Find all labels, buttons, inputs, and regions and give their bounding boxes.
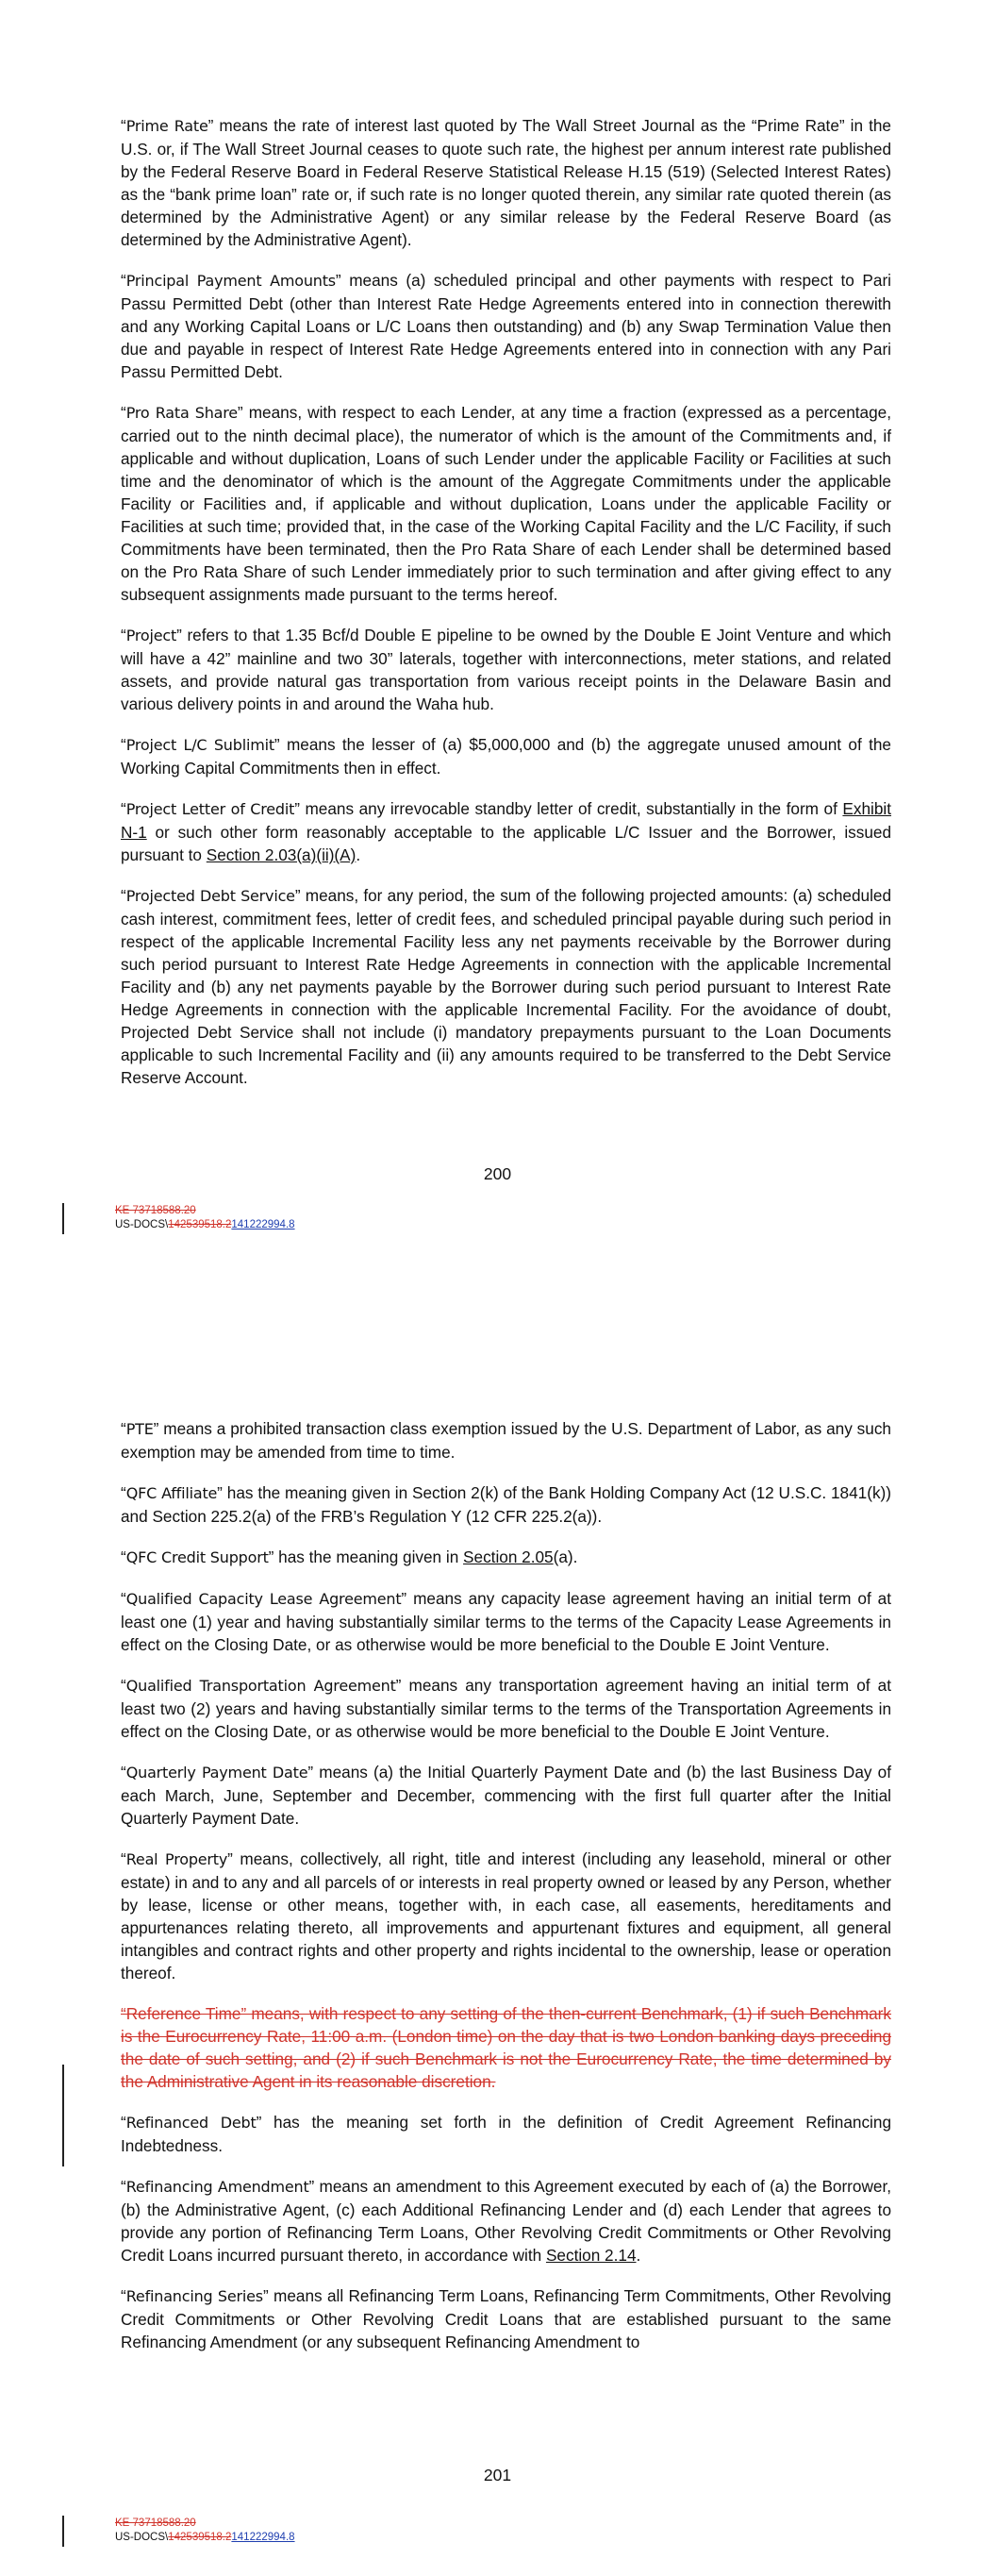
definition-text: has the meaning given in Section 2(k) of the Bank Holding Company Act (12 U.S.C. 1841(k)) and Section 225.2(a) of the FRB’s Regulation Y (12 CFR 225.2(a)). <box>121 1483 892 1526</box>
defined-term: Project Letter of Credit <box>125 800 295 818</box>
footer-deleted-id: KE 73718588.20 <box>115 1205 196 1216</box>
defined-term: Qualified Transportation Agreement <box>125 1677 396 1695</box>
definition-refinanced-debt: “Refinanced Debt” has the meaning set forth in the definition of Credit Agreement Refinancing Indebtedness. <box>121 2113 891 2155</box>
definition-qfc-credit-support: “QFC Credit Support” has the meaning given in Section 2.05(a). <box>121 1547 578 1566</box>
footer-docs-id <box>115 2531 295 2545</box>
page-201-body <box>121 1417 891 2353</box>
footer-docs-prefix: US-DOCS\ <box>115 2532 169 2543</box>
definition-text: means, with respect to each Lender, at any time a fraction (expressed as a percentage, carried out to the ninth decimal place), the numerator of which is the amount of the Commitments and, if applicable and without duplication, Loans of such Lender under the applicable Facility or Facilities at such time and the denominator of which is the amount of the Aggregate Commitments under the applicable Facility or Facilities and, if applicable and without duplication, Loans under the applicable Facility or Facilities at such time; provided that, in the case of the Working Capital Facility and the L/C Facility, if such Commitments have been terminated, then the Pro Rata Share of each Lender shall be determined based on the Pro Rata Share of such Lender immediately prior to such termination and after giving effect to any subsequent assignments made pursuant to the terms hereof. <box>121 403 891 604</box>
footer-docs-deleted: 142539518.2 <box>168 2532 232 2543</box>
section-link[interactable]: Section 2.05 <box>463 1547 554 1566</box>
page-200-body <box>121 114 891 1107</box>
definition-real-property: “Real Property” means, collectively, all right, title and interest (including any leasehold, mineral or other estate) in and to any and all parcels of or interests in real property owned or leased by any Person, whether by lease, license or other means, together with, in each case, all easements, hereditaments and appurtenances relating thereto, all improvements and appurtenant fixtures and equipment, all general intangibles and contract rights and other property and rights incidental to the ownership, lease or operation thereof. <box>121 1849 892 1982</box>
footer-deleted-id: KE 73718588.20 <box>115 2517 196 2529</box>
defined-term: Prime Rate <box>125 117 208 135</box>
section-link[interactable]: Section 2.03(a)(ii)(A) <box>206 845 357 864</box>
definition-refinancing-series: “Refinancing Series” means all Refinancing Term Loans, Refinancing Term Commitments, Other Revolving Credit Commitments or Other Revolving Credit Loans that are established pursuant to the same Refinancing Amendment (or any subsequent Refinancing Amendment to <box>121 2286 891 2351</box>
definition-text: means any capacity lease agreement having an initial term of at least one (1) year and having substantially similar terms to the terms of the Capacity Lease Agreements in effect on the Closing Date, or as otherwise would be more beneficial to the Double E Joint Venture. <box>121 1589 891 1654</box>
definition-principal-payment-amounts: “Principal Payment Amounts” means (a) scheduled principal and other payments with respect to Pari Passu Permitted Debt (other than Interest Rate Hedge Agreements entered into in connection therewith and any Working Capital Loans or L/C Loans then outstanding) and (b) any Swap Termination Value then due and payable in respect of Interest Rate Hedge Agreements entered into in connection with any Pari Passu Permitted Debt. <box>121 271 891 381</box>
footer-docs-inserted: 141222994.8 <box>231 1219 295 1230</box>
document-footer <box>115 2517 295 2545</box>
defined-term: Refinancing Series <box>125 2287 263 2305</box>
definition-pro-rata-share: “Pro Rata Share” means, with respect to each Lender, at any time a fraction (expressed as a percentage, carried out to the ninth decimal place), the numerator of which is the amount of the Commitments and, if applicable and without duplication, Loans of such Lender under the applicable Facility or Facilities at such time and the denominator of which is the amount of the Aggregate Commitments under the applicable Facility or Facilities and, if applicable and without duplication, Loans under the applicable Facility or Facilities at such time; provided that, in the case of the Working Capital Facility and the L/C Facility, if such Commitments have been terminated, then the Pro Rata Share of each Lender shall be determined based on the Pro Rata Share of such Lender immediately prior to such termination and after giving effect to any subsequent assignments made pursuant to the terms hereof. <box>121 403 891 604</box>
definition-text: . <box>636 2246 641 2265</box>
definition-text: has the meaning given in <box>274 1547 464 1566</box>
change-bar <box>62 1203 64 1234</box>
defined-term: Qualified Capacity Lease Agreement <box>125 1590 402 1608</box>
page-number: 200 <box>483 1164 512 1183</box>
definition-quarterly-payment-date: “Quarterly Payment Date” means (a) the Initial Quarterly Payment Date and (b) the last Business Day of each March, June, September and December, commencing with the first full quarter after the Initial Quarterly Payment Date. <box>121 1763 891 1828</box>
footer-docs-inserted: 141222994.8 <box>231 2532 295 2543</box>
definition-project: “Project” refers to that 1.35 Bcf/d Double E pipeline to be owned by the Double E Joint Venture and which will have a 42” mainline and two 30” laterals, together with interconnections, meter stations, and related assets, and provide natural gas transportation from various receipt points in the Delaware Basin and various delivery points in and around the Waha hub. <box>121 626 891 713</box>
defined-term: Real Property <box>125 1850 228 1868</box>
defined-term: Quarterly Payment Date <box>125 1764 308 1781</box>
footer-docs-id <box>115 1218 295 1232</box>
footer-docs-prefix: US-DOCS\ <box>115 1219 169 1230</box>
definition-text: means, for any period, the sum of the following projected amounts: (a) scheduled cash interest, commitment fees, letter of credit fees, and scheduled principal payable during such period in respect of the applicable Incremental Facility less any net payments receivable by the Borrower during such period pursuant to Interest Rate Hedge Agreements in connection with the applicable Incremental Facility and (b) any net payments payable by the Borrower during such period pursuant to Interest Rate Hedge Agreements in connection with the applicable Incremental Facility. For the avoidance of doubt, Projected Debt Service shall not include (i) mandatory prepayments pursuant to the Loan Documents applicable to such Incremental Facility and (ii) any amounts required to be transferred to the Debt Service Reserve Account. <box>121 886 892 1087</box>
defined-term: Refinancing Amendment <box>125 2178 309 2196</box>
definition-text: means a prohibited transaction class exemption issued by the U.S. Department of Labor, as any such exemption may be amended from time to time. <box>121 1419 891 1462</box>
definition-pte: “PTE” means a prohibited transaction class exemption issued by the U.S. Department of Labor, as any such exemption may be amended from time to time. <box>121 1419 891 1462</box>
defined-term: Refinanced Debt <box>125 2114 257 2132</box>
definition-qfc-affiliate: “QFC Affiliate” has the meaning given in Section 2(k) of the Bank Holding Company Act (12 U.S.C. 1841(k)) and Section 225.2(a) of the FRB’s Regulation Y (12 CFR 225.2(a)). <box>121 1483 892 1526</box>
definition-text: means any transportation agreement having an initial term of at least two (2) years and having substantially similar terms to the terms of the Transportation Agreements in effect on the Closing Date, or as otherwise would be more beneficial to the Double E Joint Venture. <box>121 1676 891 1741</box>
defined-term: Projected Debt Service <box>125 887 295 905</box>
definition-text: means the lesser of (a) $5,000,000 and (b) the aggregate unused amount of the Working Capital Commitments then in effect. <box>121 735 891 778</box>
change-bar <box>62 2065 64 2166</box>
page-201 <box>0 1312 995 2576</box>
page-number: 201 <box>483 2466 512 2484</box>
definition-text: means an amendment to this Agreement executed by each of (a) the Borrower, (b) the Administrative Agent, (c) each Additional Refinancing Lender and (d) each Lender that agrees to provide any portion of Refinancing Term Loans, Other Revolving Credit Commitments or Other Revolving Credit Loans incurred pursuant thereto, in accordance with <box>121 2177 891 2265</box>
definition-text: refers to that 1.35 Bcf/d Double E pipeline to be owned by the Double E Joint Venture and which will have a 42” mainline and two 30” laterals, together with interconnections, meter stations, and related assets, and provide natural gas transportation from various receipt points in the Delaware Basin and various delivery points in and around the Waha hub. <box>121 626 891 713</box>
section-link[interactable]: Section 2.14 <box>545 2246 637 2265</box>
footer-docs-deleted: 142539518.2 <box>168 1219 232 1230</box>
definition-prime-rate: “Prime Rate” means the rate of interest last quoted by The Wall Street Journal as the “Prime Rate” in the U.S. or, if The Wall Street Journal ceases to quote such rate, the highest per annum interest rate published by the Federal Reserve Board in Federal Reserve Statistical Release H.15 (519) (Selected Interest Rates) as the “bank prime loan” rate or, if such rate is no longer quoted therein, any similar rate quoted therein (as determined by the Administrative Agent) or any similar release by the Federal Reserve Board (as determined by the Administrative Agent). <box>121 116 891 249</box>
deleted-definition-reference-time: “Reference Time” means, with respect to any setting of the then-current Benchmark, (1) if such Benchmark is the Eurocurrency Rate, 11:00 a.m. (London time) on the day that is two London banking days preceding the date of such setting, and (2) if such Benchmark is not the Eurocurrency Rate, the time determined by the Administrative Agent in its reasonable discretion. <box>121 2004 891 2091</box>
definition-refinancing-amendment: “Refinancing Amendment” means an amendment to this Agreement executed by each of (a) the Borrower, (b) the Administrative Agent, (c) each Additional Refinancing Lender and (d) each Lender that agrees to provide any portion of Refinancing Term Loans, Other Revolving Credit Commitments or Other Revolving Credit Loans incurred pursuant thereto, in accordance with Section 2.14. <box>121 2177 891 2265</box>
definition-text: means any irrevocable standby letter of credit, substantially in the form of <box>299 799 843 818</box>
definition-qualified-transportation-agreement: “Qualified Transportation Agreement” means any transportation agreement having an initial term of at least two (2) years and having substantially similar terms to the terms of the Transportation Agreements in effect on the Closing Date, or as otherwise would be more beneficial to the Double E Joint Venture. <box>121 1676 891 1741</box>
defined-term: Project L/C Sublimit <box>125 736 274 754</box>
defined-term: Pro Rata Share <box>125 404 238 422</box>
defined-term: QFC Affiliate <box>125 1484 218 1502</box>
exhibit-link[interactable]: Exhibit N-1 <box>121 799 892 842</box>
document-footer <box>115 1204 295 1232</box>
definition-text: means the rate of interest last quoted by The Wall Street Journal as the “Prime Rate” in the U.S. or, if The Wall Street Journal ceases to quote such rate, the highest per annum interest rate published by the Federal Reserve Board in Federal Reserve Statistical Release H.15 (519) (Selected Interest Rates) as the “bank prime loan” rate or, if such rate is no longer quoted therein, any similar rate quoted therein (as determined by the Administrative Agent) or any similar release by the Federal Reserve Board (as determined by the Administrative Agent). <box>121 116 891 249</box>
definition-text: means all Refinancing Term Loans, Refinancing Term Commitments, Other Revolving Credit Commitments or Other Revolving Credit Loans that are established pursuant to the same Refinancing Amendment (or any subsequent Refinancing Amendment to <box>121 2286 891 2351</box>
definition-project-letter-of-credit: “Project Letter of Credit” means any irrevocable standby letter of credit, substantially in the form of Exhibit N-1 or such other form reasonably acceptable to the applicable L/C Issuer and the Borrower, issued pursuant to Section 2.03(a)(ii)(A). <box>121 799 892 864</box>
change-bar <box>62 2516 64 2547</box>
definition-project-lc-sublimit: “Project L/C Sublimit” means the lesser of (a) $5,000,000 and (b) the aggregate unused amount of the Working Capital Commitments then in effect. <box>121 735 891 778</box>
defined-term: Project <box>125 627 177 644</box>
definition-text: . <box>356 845 361 864</box>
definition-qualified-capacity-lease-agreement: “Qualified Capacity Lease Agreement” means any capacity lease agreement having an initial term of at least one (1) year and having substantially similar terms to the terms of the Capacity Lease Agreements in effect on the Closing Date, or as otherwise would be more beneficial to the Double E Joint Venture. <box>121 1589 891 1654</box>
definition-projected-debt-service: “Projected Debt Service” means, for any period, the sum of the following projected amounts: (a) scheduled cash interest, commitment fees, letter of credit fees, and scheduled principal payable during such period in respect of the applicable Incremental Facility less any net payments receivable by the Borrower during such period pursuant to Interest Rate Hedge Agreements in connection with the applicable Incremental Facility and (b) any net payments payable by the Borrower during such period pursuant to Interest Rate Hedge Agreements in connection with the applicable Incremental Facility. For the avoidance of doubt, Projected Debt Service shall not include (i) mandatory prepayments pursuant to the Loan Documents applicable to such Incremental Facility and (ii) any amounts required to be transferred to the Debt Service Reserve Account. <box>121 886 892 1087</box>
defined-term: QFC Credit Support <box>125 1548 269 1566</box>
defined-term: Principal Payment Amounts <box>125 272 336 290</box>
definition-text: means, collectively, all right, title and interest (including any leasehold, mineral or other estate) in and to any and all parcels of or interests in real property owned or leased by any Person, whether by lease, license or other means, together with, in each case, all easements, hereditaments and appurtenances relating thereto, all improvements and appurtenant fixtures and equipment, all general intangibles and contract rights and other property and rights incidental to the ownership, lease or operation thereof. <box>121 1849 892 1982</box>
defined-term: PTE <box>125 1420 154 1438</box>
definition-text: or such other form reasonably acceptable to the applicable L/C Issuer and the Borrower, issued pursuant to <box>121 823 891 864</box>
definition-text: means (a) the Initial Quarterly Payment Date and (b) the last Business Day of each March, June, September and December, commencing with the first full quarter after the Initial Quarterly Payment Date. <box>121 1763 891 1828</box>
definition-text: has the meaning set forth in the definition of Credit Agreement Refinancing Indebtedness. <box>121 2113 891 2155</box>
definition-text: (a). <box>553 1547 578 1566</box>
definition-text: means (a) scheduled principal and other payments with respect to Pari Passu Permitted Debt (other than Interest Rate Hedge Agreements entered into in connection therewith and any Working Capital Loans or L/C Loans then outstanding) and (b) any Swap Termination Value then due and payable in respect of Interest Rate Hedge Agreements entered into in connection with any Pari Passu Permitted Debt. <box>121 271 891 381</box>
